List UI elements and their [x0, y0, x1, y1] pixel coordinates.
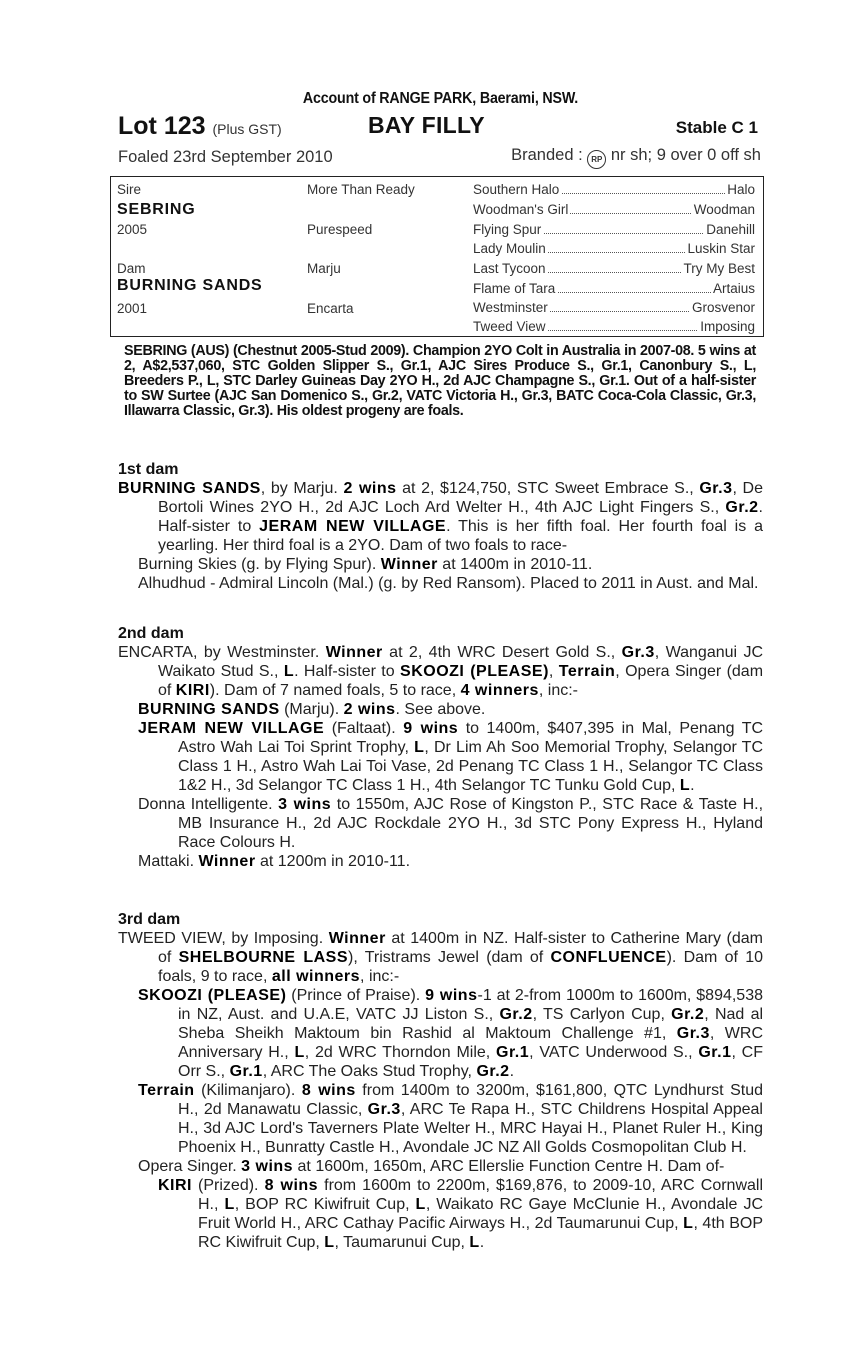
text: .	[509, 1063, 515, 1080]
branded-prefix: Branded :	[511, 146, 583, 164]
sire-name: SEBRING	[117, 201, 196, 218]
sire-dam: Purespeed	[307, 222, 373, 237]
dam-label: Dam	[117, 261, 146, 276]
g3-row-1	[473, 182, 755, 197]
dam-year: 2001	[117, 301, 148, 316]
grade: L	[683, 1215, 694, 1232]
text: , ARC The Oaks Stud Trophy,	[262, 1063, 477, 1080]
grade: Gr.3	[621, 644, 655, 661]
text: ENCARTA, by Westminster.	[118, 644, 326, 661]
stable-label: Stable C 1	[675, 118, 758, 137]
g3-name: Woodman's Girl	[473, 202, 569, 217]
half-sibling: JERAM NEW VILLAGE	[259, 518, 447, 535]
text: , Nad al Sheba Sheikh Maktoum bin Rashid al Maktoum Challenge #1,	[178, 1006, 764, 1042]
text: , 2d WRC Thorndon Mile,	[304, 1044, 496, 1061]
horse-description: BAY FILLY	[368, 112, 485, 138]
text: , BOP RC Kiwifruit Cup,	[234, 1196, 416, 1213]
grade: Gr.2	[476, 1063, 510, 1080]
text: . Half-sister to	[294, 663, 401, 680]
second-dam-text	[118, 643, 763, 700]
text: (Kilimanjaro).	[194, 1082, 302, 1099]
wins: all winners	[271, 968, 361, 985]
relation: CONFLUENCE	[550, 949, 667, 966]
grade: L	[414, 739, 425, 756]
text: at 1400m in NZ. Half-sister to Catherine Mary (dam of	[158, 930, 764, 966]
sibling: SKOOZI (PLEASE)	[400, 663, 549, 680]
vendor-account: Account of RANGE PARK, Baerami, NSW.	[302, 90, 579, 107]
text: Burning Skies (g. by Flying Spur).	[138, 556, 381, 573]
g3-sire: Imposing	[700, 319, 755, 334]
text: , ARC Te Rapa H., STC Childrens Hospital Appeal H., 3d AJC Lord's Taverners Plate Welter H., MRC Hayai H., Planet Ruler H., King Phoenix H., Bunratty Castle H., Avondale JC NZ All Golds Cosmopolitan Club H.	[178, 1101, 763, 1156]
plus-gst: (Plus GST)	[212, 121, 282, 137]
grade: L	[469, 1234, 480, 1251]
g3-row-5	[473, 261, 755, 276]
text: , inc:-	[360, 968, 400, 985]
third-dam-foal-3	[118, 1157, 763, 1176]
g3-name: Flying Spur	[473, 222, 542, 237]
text: , CF Orr S.,	[178, 1044, 764, 1080]
wins: 9 wins	[403, 720, 459, 737]
grade: Gr.2	[671, 1006, 705, 1023]
g3-name: Southern Halo	[473, 182, 560, 197]
text: , Taumarunui Cup,	[334, 1234, 470, 1251]
third-dam-heading: 3rd dam	[118, 911, 181, 928]
text: , TS Carlyon Cup,	[532, 1006, 672, 1023]
text: ), Tristrams Jewel (dam of	[348, 949, 551, 966]
brand-mark-icon: RP	[587, 150, 606, 169]
g3-row-8	[473, 319, 755, 334]
text: from 1600m to 2200m, $169,876, to 2009-10, ARC Cornwall H.,	[198, 1177, 764, 1213]
grade: L	[324, 1234, 335, 1251]
text: at 2, $124,750, STC Sweet Embrace S.,	[396, 480, 700, 497]
text: at 1600m, 1650m, ARC Ellerslie Function Centre H. Dam of-	[293, 1158, 725, 1175]
wins: 3 wins	[241, 1158, 294, 1175]
first-dam-foal-1	[118, 555, 763, 574]
text: Opera Singer.	[138, 1158, 242, 1175]
text: Donna Intelligente.	[138, 796, 279, 813]
first-dam-heading: 1st dam	[118, 461, 179, 478]
second-dam-section	[118, 624, 763, 871]
g3-name: Westminster	[473, 300, 548, 315]
g3-row-7	[473, 300, 755, 315]
text: . This is her fifth foal. Her fourth foal is a yearling. Her third foal is a 2YO. Dam of two foals to race-	[158, 518, 764, 554]
text: at 1200m in 2010-11.	[255, 853, 411, 870]
foal-name: JERAM NEW VILLAGE	[138, 720, 325, 737]
grade: L	[224, 1196, 235, 1213]
foal-name: SKOOZI (PLEASE)	[138, 987, 287, 1004]
text: , WRC Anniversary H.,	[178, 1025, 763, 1061]
g3-name: Flame of Tara	[473, 281, 556, 296]
wins: Winner	[380, 556, 438, 573]
sire-summary: SEBRING (AUS) (Chestnut 2005-Stud 2009). Champion 2YO Colt in Australia in 2007-08. 5 wins at 2, A$2,537,060, STC Golden Slipper S., Gr.1, AJC Sires Produce S., Gr.1, Canonbury S., L, Breeders P., L, STC Darley Guineas Day 2YO H., 2d AJC Champagne S., Gr.1. Out of a half-sister to SW Surtee (AJC San Domenico S., Gr.2, VATC Victoria H., Gr.3, BATC Coca-Cola Classic, Gr.3, Illawarra Classic, Gr.3). His oldest progeny are foals.	[124, 343, 756, 419]
grade: Gr.2	[499, 1006, 533, 1023]
wins: 8 wins	[301, 1082, 356, 1099]
grade: L	[679, 777, 691, 794]
dam-sire: Marju	[307, 261, 341, 276]
first-dam-section	[118, 460, 763, 593]
wins: Winner	[198, 853, 256, 870]
wins: 8 wins	[264, 1177, 319, 1194]
text: , Opera Singer (dam of	[158, 663, 764, 699]
g3-row-4	[473, 241, 755, 256]
sire-year: 2005	[117, 222, 148, 237]
foal-name: BURNING SANDS	[138, 701, 280, 718]
grade: Gr.1	[698, 1044, 732, 1061]
third-dam-text	[118, 929, 763, 986]
text: . See above.	[395, 701, 486, 718]
text: , De Bortoli Wines 2YO H., 2d AJC Loch Ard Welter H., 4th AJC Light Fingers S.,	[158, 480, 764, 516]
wins: 4 winners	[460, 682, 539, 699]
third-dam-foal-2	[118, 1081, 763, 1157]
text: , Dr Lim Ah Soo Memorial Trophy, Selangor TC Class 1 H., Astro Wah Lai Toi Vase, 2d Penang TC Class 1 H., Selangor TC Class 1&2 H., 3d Selangor TC Class 1 H., 4th Selangor TC Tunku Gold Cup,	[178, 739, 763, 794]
sire-sire: More Than Ready	[307, 182, 415, 197]
g3-sire: Luskin Star	[687, 241, 755, 256]
text: .	[479, 1234, 485, 1251]
text: (Prince of Praise).	[286, 987, 426, 1004]
relation: SHELBOURNE LASS	[178, 949, 349, 966]
text: ). Dam of 7 named foals, 5 to race,	[209, 682, 461, 699]
dam-name: BURNING SANDS	[118, 480, 261, 497]
first-dam-foal-2: Alhudhud - Admiral Lincoln (Mal.) (g. by Red Ransom). Placed to 2011 in Aust. and Mal.	[138, 575, 759, 592]
text: . Half-sister to	[158, 499, 763, 535]
grade: Gr.3	[676, 1025, 710, 1042]
g3-row-2	[473, 202, 755, 217]
text: , 4th BOP RC Kiwifruit Cup,	[198, 1215, 764, 1251]
third-dam-foal-1	[118, 986, 763, 1081]
text: at 2, 4th WRC Desert Gold S.,	[382, 644, 622, 661]
text: ). Dam of 10 foals, 9 to race,	[158, 949, 763, 985]
wins: 3 wins	[278, 796, 332, 813]
brand-info	[511, 146, 761, 169]
lot-label: Lot 123	[118, 112, 206, 140]
dam-name: BURNING SANDS	[117, 277, 263, 294]
text: , Wanganui JC Waikato Stud S.,	[158, 644, 764, 680]
wins: Winner	[325, 644, 383, 661]
text: ,	[548, 663, 559, 680]
grade: Gr.1	[229, 1063, 263, 1080]
sire-label: Sire	[117, 182, 142, 197]
wins: 9 wins	[425, 987, 478, 1004]
grade: Gr.1	[496, 1044, 530, 1061]
text: TWEED VIEW, by Imposing.	[118, 930, 329, 947]
g3-name: Last Tycoon	[473, 261, 546, 276]
g3-name: Tweed View	[473, 319, 546, 334]
second-dam-foal-2	[118, 719, 763, 795]
g3-sire: Artaius	[712, 281, 755, 296]
text: (Marju).	[279, 701, 344, 718]
second-dam-foal-4	[118, 852, 763, 871]
second-dam-heading: 2nd dam	[118, 625, 184, 642]
grade: Gr.2	[725, 499, 759, 516]
text: (Faltaat).	[324, 720, 404, 737]
lot-number	[118, 112, 282, 141]
sibling: Terrain	[558, 663, 616, 680]
g3-row-3	[473, 222, 755, 237]
grade: Gr.3	[367, 1101, 401, 1118]
grade: L	[415, 1196, 426, 1213]
g3-sire: Grosvenor	[691, 300, 755, 315]
text: , inc:-	[538, 682, 579, 699]
first-dam-text	[118, 479, 763, 555]
text: to 1550m, AJC Rose of Kingston P., STC Race & Taste H., MB Insurance H., 2d AJC Rockdale 2YO H., 3d STC Pony Express H., Hyland Race Colours H.	[178, 796, 764, 851]
third-dam-grandfoal-1	[118, 1176, 763, 1252]
text: , by Marju.	[260, 480, 344, 497]
pedigree-table	[110, 176, 764, 337]
g3-sire: Woodman	[693, 202, 755, 217]
text: , VATC Underwood S.,	[529, 1044, 699, 1061]
text: to 1400m, $407,395 in Mal, Penang TC Astro Wah Lai Toi Sprint Trophy,	[178, 720, 764, 756]
g3-name: Lady Moulin	[473, 241, 546, 256]
wins: 2 wins	[343, 480, 397, 497]
g3-sire: Halo	[727, 182, 755, 197]
text: at 1400m in 2010-11.	[437, 556, 593, 573]
second-dam-foal-3	[118, 795, 763, 852]
text: -1 at 2-from 1000m to 1600m, $894,538 in NZ, Aust. and U.A.E, VATC JJ Liston S.,	[178, 987, 764, 1023]
wins: Winner	[328, 930, 386, 947]
dam-dam: Encarta	[307, 301, 354, 316]
third-dam-section	[118, 910, 763, 1252]
branded-suffix: nr sh; 9 over 0 off sh	[610, 146, 761, 164]
foaled-date: Foaled 23rd September 2010	[118, 148, 333, 166]
second-dam-foal-1	[118, 700, 763, 719]
grade: L	[283, 663, 295, 680]
text: Mattaki.	[138, 853, 199, 870]
g3-sire: Danehill	[706, 222, 755, 237]
text: , Waikato RC Gaye McClunie H., Avondale JC Fruit World H., ARC Cathay Pacific Airways H., 2d Taumarunui Cup,	[198, 1196, 763, 1232]
foal-name: KIRI	[158, 1177, 192, 1194]
g3-sire: Try My Best	[683, 261, 755, 276]
grade: Gr.3	[699, 480, 733, 497]
sibling: KIRI	[175, 682, 210, 699]
text: from 1400m to 3200m, $161,800, QTC Lyndhurst Stud H., 2d Manawatu Classic,	[178, 1082, 764, 1118]
text: .	[690, 777, 695, 794]
lot-line	[118, 112, 763, 142]
foal-name: Terrain	[138, 1082, 195, 1099]
g3-row-6	[473, 281, 755, 296]
text: (Prized).	[192, 1177, 265, 1194]
grade: L	[294, 1044, 305, 1061]
wins: 2 wins	[343, 701, 396, 718]
